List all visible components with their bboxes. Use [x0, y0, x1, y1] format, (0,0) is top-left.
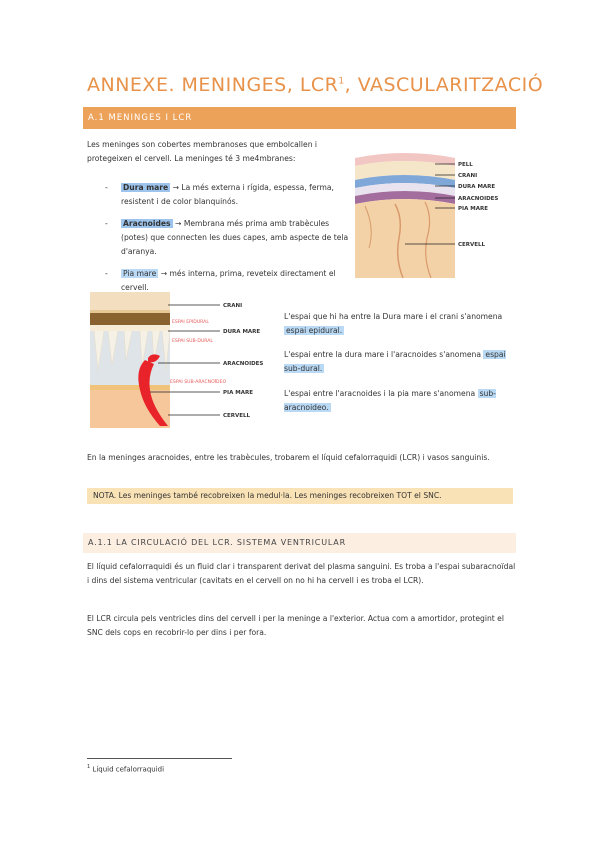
fig1-label-pell: PELL — [458, 162, 473, 168]
fig2-label-cervell: CERVELL — [223, 413, 251, 419]
fig2-label-pia-mare: PIA MARE — [223, 390, 253, 396]
fig2-label-crani: CRANI — [223, 303, 243, 309]
lcr-paragraph-2: El LCR circula pels ventricles dins del cervell i per la meninge a l'exterior. Actua com a amortidor, protegint el SNC dels cops en recobrir-lo per dins i per fora. — [87, 614, 504, 637]
space-subdural-text: L'espai entre la dura mare i l'aracnoides s'anomena espai sub-dural. — [284, 350, 506, 373]
footnote-divider — [87, 758, 232, 759]
fig2-label-dura-mare: DURA MARE — [223, 329, 261, 335]
liquid-paragraph: En la meninges aracnoides, entre les trabècules, trobarem el líquid cefalorraquidi (LCR) i vasos sanguinis. — [87, 453, 490, 462]
list-item: - Pia mare → més interna, prima, reveteix directament el cervell. — [105, 269, 336, 292]
space-epidural-text: L'espai que hi ha entre la Dura mare i el crani s'anomena espai epidural. — [284, 312, 503, 335]
lcr-paragraph-1: El líquid cefalorraquidi és un fluid clar i transparent derivat del plasma sanguini. Es troba a l'espai subaracnoïdal i dins del sistema ventricular (cavitats en el cervell on no hi ha cervell i es troba el LCR). — [87, 562, 516, 585]
page-title: ANNEXE. MENINGES, LCR$^1$, VASCULARITZACIÓ — [87, 74, 544, 96]
subsection-header: A.1.1 LA CIRCULACIÓ DEL LCR. SISTEMA VENTRICULAR — [83, 533, 516, 553]
space-subaracnoideo-text: L'espai entre l'aracnoides i la pia mare s'anomena sub-aracnoideo. — [284, 389, 496, 412]
fig1-label-cervell: CERVELL — [458, 242, 486, 248]
intro-paragraph: Les meninges son cobertes membranoses que embolcallen i protegeixen el cervell. La meninges té 3 me4mbranes: — [87, 140, 318, 163]
nota-box: NOTA. Les meninges també recobreixen la medul·la. Les meninges recobreixen TOT el SNC. — [87, 488, 513, 504]
term-dura-mare: Dura mare — [123, 183, 169, 192]
meninges-layers-figure — [355, 138, 515, 278]
list-item: - Aracnoides → Membrana més prima amb trabècules (potes) que connecten les dues capes, amb aspecte de tela d'aranya. — [105, 219, 349, 256]
section-header: A.1 MENINGES I LCR — [83, 107, 516, 129]
meninges-list — [105, 181, 355, 303]
fig2-label-espai-sub-dural: ESPAI SUB-DURAL — [172, 339, 213, 344]
term-pia-mare: Pia mare — [123, 269, 157, 278]
fig2-label-espai-epidural: ESPAI EPIDURAL — [172, 320, 209, 325]
fig2-label-espai-sub-aracnoideo: ESPAI SUB-ARACNOÏDEO — [170, 380, 227, 385]
list-item: - Dura mare → La més externa i rígida, espessa, ferma, resistent i de color blanquinós. — [105, 183, 334, 206]
footnote: $^1$ Líquid cefalorraquidi — [87, 764, 165, 774]
fig1-label-pia-mare: PIA MARE — [458, 206, 488, 212]
fig1-label-dura-mare: DURA MARE — [458, 184, 496, 190]
meninges-spaces-figure — [90, 290, 280, 428]
term-aracnoides: Aracnoides — [123, 219, 171, 228]
fig2-label-aracnoides: ARACNOIDES — [223, 361, 264, 367]
fig1-label-aracnoides: ARACNOIDES — [458, 196, 499, 202]
fig1-label-crani: CRANI — [458, 173, 478, 179]
